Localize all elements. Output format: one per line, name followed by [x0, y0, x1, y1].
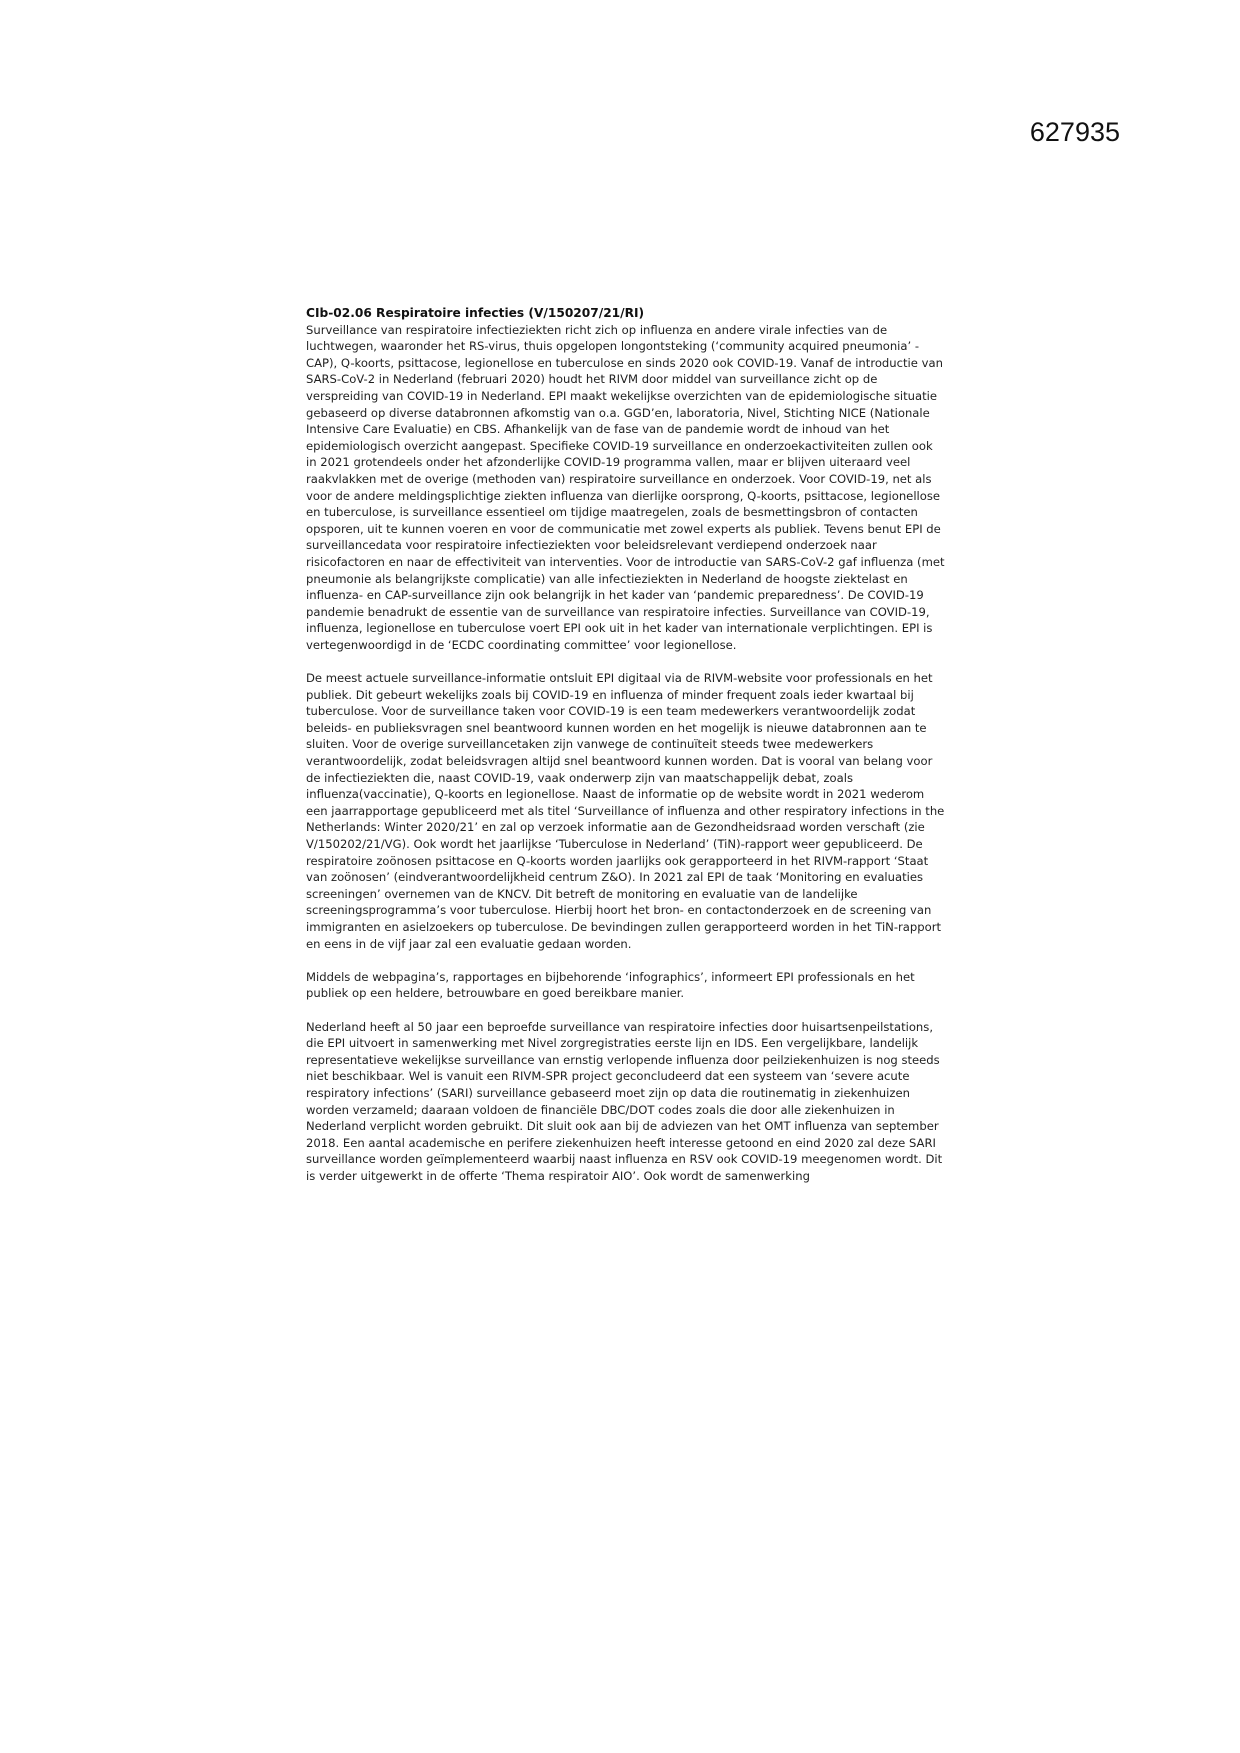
- paragraph-digital-information: De meest actuele surveillance-informatie ontsluit EPI digitaal via de RIVM-website voor professionals en het publiek. Dit gebeurt wekelijks zoals bij COVID-19 en influenza of minder frequent zoals ieder kwartaal bij tuberculose. Voor de surveillance taken voor COVID-19 is een team medewerkers verantwoordelijk zodat beleids- en publieksvragen snel beantwoord kunnen worden en het mogelijk is nieuwe databronnen aan te sluiten. Voor de overige surveillancetaken zijn vanwege de continuïteit steeds twee medewerkers verantwoordelijk, zodat beleidsvragen altijd snel beantwoord kunnen worden. Dat is vooral van belang voor de infectieziekten die, naast COVID-19, vaak onderwerp zijn van maatschappelijk debat, zoals influenza(vaccinatie), Q-koorts en legionellose. Naast de informatie op de website wordt in 2021 wederom een jaarrapportage gepubliceerd met als titel ‘Surveillance of influenza and other respiratory infections in the Netherlands: Winter 2020/21’ en zal op verzoek informatie aan de Gezondheidsraad worden verschaft (zie V/150202/21/VG). Ook wordt het jaarlijkse ‘Tuberculose in Nederland’ (TiN)-rapport weer gepubliceerd. De respiratoire zoönosen psittacose en Q-koorts worden jaarlijks ook gerapporteerd in het RIVM-rapport ‘Staat van zoönosen’ (eindverantwoordelijkheid centrum Z&O). In 2021 zal EPI de taak ‘Monitoring en evaluaties screeningen’ overnemen van de KNCV. Dit betreft de monitoring en evaluatie van de landelijke screeningsprogramma’s voor tuberculose. Hierbij hoort het bron- en contactonderzoek en de screening van immigranten en asielzoekers op tuberculose. De bevindingen zullen gerapporteerd worden in het TiN-rapport en eens in de vijf jaar zal een evaluatie gedaan worden.: [306, 671, 945, 951]
- section-content: [306, 305, 946, 1184]
- paragraph-webpages: Middels de webpagina’s, rapportages en bijbehorende ‘infographics’, informeert EPI professionals en het publiek op een heldere, betrouwbare en goed bereikbare manier.: [306, 969, 915, 1001]
- section-title: CIb-02.06 Respiratoire infecties (V/150207/21/RI): [306, 306, 645, 320]
- paragraph-sari-surveillance: Nederland heeft al 50 jaar een beproefde surveillance van respiratoire infecties door huisartsenpeilstations, die EPI uitvoert in samenwerking met Nivel zorgregistraties eerste lijn en IDS. Een vergelijkbare, landelijk representatieve wekelijkse surveillance van ernstig verlopende influenza door peilziekenhuizen is nog steeds niet beschikbaar. Wel is vanuit een RIVM-SPR project geconcludeerd dat een systeem van ‘severe acute respiratory infections’ (SARI) surveillance gebaseerd moet zijn op data die routinematig in ziekenhuizen worden verzameld; daaraan voldoen de financiële DBC/DOT codes zoals die door alle ziekenhuizen in Nederland verplicht worden gebruikt. Dit sluit ook aan bij de adviezen van het OMT influenza van september 2018. Een aantal academische en perifere ziekenhuizen heeft interesse getoond en eind 2020 zal deze SARI surveillance worden geïmplementeerd waarbij naast influenza en RSV ook COVID-19 meegenomen wordt. Dit is verder uitgewerkt in de offerte ‘Thema respiratoir AIO’. Ook wordt de samenwerking: [306, 1019, 943, 1183]
- document-number: 627935: [1029, 117, 1120, 147]
- paragraph-surveillance-intro: Surveillance van respiratoire infectieziekten richt zich op influenza en andere virale infecties van de luchtwegen, waaronder het RS-virus, thuis opgelopen longontsteking (‘community acquired pneumonia’ - CAP), Q-koorts, psittacose, legionellose en tuberculose en sinds 2020 ook COVID-19. Vanaf de introductie van SARS-CoV-2 in Nederland (februari 2020) houdt het RIVM door middel van surveillance zicht op de verspreiding van COVID-19 in Nederland. EPI maakt wekelijkse overzichten van de epidemiologische situatie gebaseerd op diverse databronnen afkomstig van o.a. GGD’en, laboratoria, Nivel, Stichting NICE (Nationale Intensive Care Evaluatie) en CBS. Afhankelijk van de fase van de pandemie wordt de inhoud van het epidemiologisch overzicht aangepast. Specifieke COVID-19 surveillance en onderzoekactiviteiten zullen ook in 2021 grotendeels onder het afzonderlijke COVID-19 programma vallen, maar er blijven uiteraard veel raakvlakken met de overige (methoden van) respiratoire surveillance en onderzoek. Voor COVID-19, net als voor de andere meldingsplichtige ziekten influenza van dierlijke oorsprong, Q-koorts, psittacose, legionellose en tuberculose, is surveillance essentieel om tijdige maatregelen, zoals de besmettingsbron of contacten opsporen, uit te kunnen voeren en voor de communicatie met zowel experts als publiek. Tevens benut EPI de surveillancedata voor respiratoire infectieziekten voor beleidsrelevant verdiepend onderzoek naar risicofactoren en naar de effectiviteit van interventies. Voor de introductie van SARS-CoV-2 gaf influenza (met pneumonie als belangrijkste complicatie) van alle infectieziekten in Nederland de hoogste ziektelast en influenza- en CAP-surveillance zijn ook belangrijk in het kader van ‘pandemic preparedness’. De COVID-19 pandemie benadrukt de essentie van de surveillance van respiratoire infecties. Surveillance van COVID-19, influenza, legionellose en tuberculose voert EPI ook uit in het kader van internationale verplichtingen. EPI is vertegenwoordigd in de ‘ECDC coordinating committee’ voor legionellose.: [306, 322, 945, 652]
